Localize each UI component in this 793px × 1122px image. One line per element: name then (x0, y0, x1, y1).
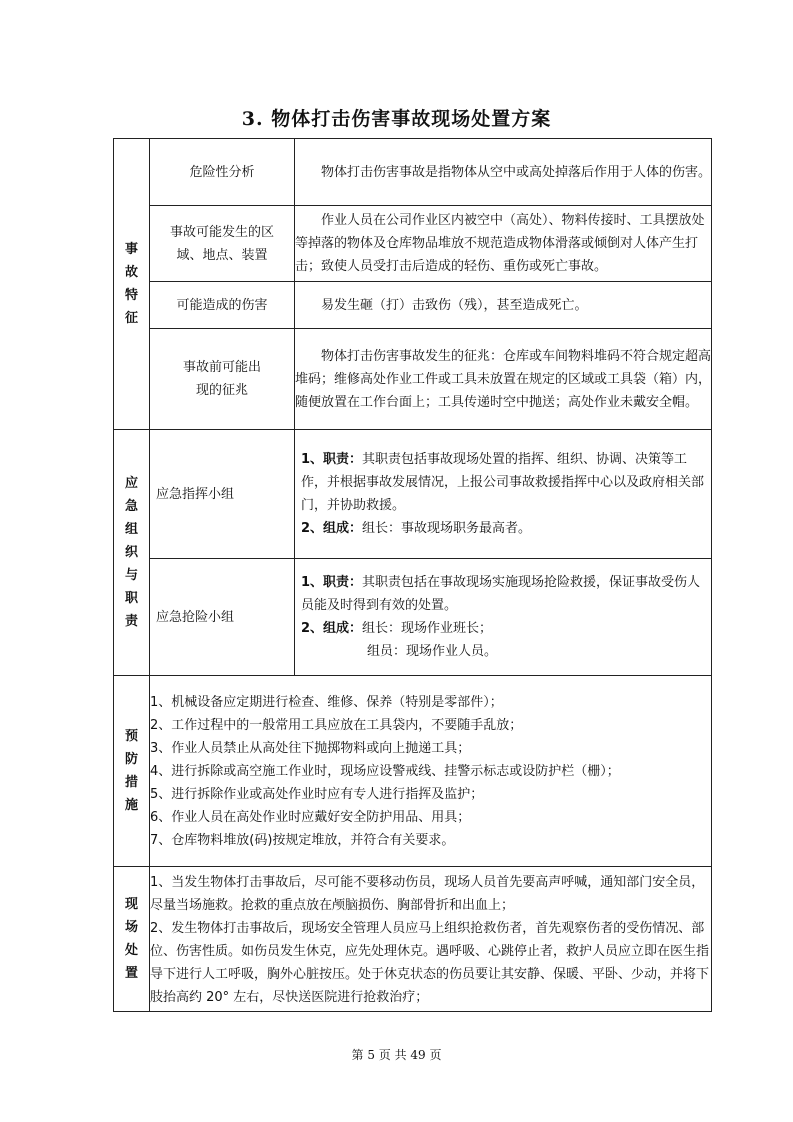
list-item: 1、机械设备应定期进行检查、维修、保养（特别是零部件）； (150, 694, 503, 710)
row-text: 物体打击伤害事故是指物体从空中或高处掉落后作用于人体的伤害。 (295, 139, 712, 206)
row-label: 应急抢险小组 (150, 559, 295, 676)
composition-key: 2、组成： (301, 521, 363, 536)
page-footer: 第 5 页 共 49 页 (351, 1048, 442, 1062)
table-row (114, 282, 712, 329)
row-text: 物体打击伤害事故发生的征兆：仓库或车间物料堆码不符合规定超高堆码；维修高处作业工件或工具未放置在规定的区域或工具袋（箱）内，随便放置在工作台面上；工具传递时空中抛送；高处作业未戴安全帽。 (295, 329, 712, 430)
duty-text: 其职责包括在事故现场实施现场抢险救援，保证事故受伤人员能及时得到有效的处置。 (301, 575, 701, 613)
page-title: 3. 物体打击伤害事故现场处置方案 (241, 108, 552, 130)
duty-key: 1、职责： (301, 452, 363, 467)
composition-key: 2、组成： (301, 621, 363, 636)
row-text: 作业人员在公司作业区内被空中（高处）、物料传接时、工具摆放处等掉落的物体及仓库物品堆放不规范造成物体滑落或倾倒对人体产生打击；致使人员受打击后造成的轻伤、重伤或死亡事故。 (295, 206, 712, 282)
row-label: 应急指挥小组 (150, 430, 295, 559)
list-item: 7、仓库物料堆放(码)按规定堆放，并符合有关要求。 (150, 832, 455, 848)
prevention-list (150, 676, 712, 867)
category-emergency-organization: 应 急 组 织 与 职 责 (114, 430, 150, 676)
table-row (114, 329, 712, 430)
category-prevention: 预 防 措 施 (114, 676, 150, 867)
composition-text: 组长：事故现场职务最高者。 (362, 521, 532, 536)
list-item: 1、当发生物体打击事故后，尽可能不要移动伤员，现场人员首先要高声呼喊，通知部门安全员，尽量当场施救。抢救的重点放在颅脑损伤、胸部骨折和出血上； (150, 875, 705, 913)
table-row (114, 559, 712, 676)
composition-text: 组长：现场作业班长； (362, 621, 493, 636)
row-label: 可能造成的伤害 (150, 282, 295, 329)
duty-key: 1、职责： (301, 575, 363, 590)
duty-text: 其职责包括事故现场处置的指挥、组织、协调、决策等工作，并根据事故发展情况，上报公司事故救援指挥中心以及政府相关部门，并协助救援。 (301, 452, 705, 513)
list-item: 2、发生物体打击事故后，现场安全管理人员应马上组织抢救伤者，首先观察伤者的受伤情况、部位、伤害性质。如伤员发生休克，应先处理休克。遇呼吸、心跳停止者，救护人员应立即在医生指导下进行人工呼吸，胸外心脏按压。处于休克状态的伤员要让其安静、保暖、平卧、少动，并将下肢抬高约 20° 左右，尽快送医院进行抢救治疗； (150, 921, 710, 1005)
list-item: 4、进行拆除或高空施工作业时，现场应设警戒线、挂警示标志或设防护栏（栅）； (150, 763, 620, 779)
list-item: 5、进行拆除作业或高处作业时应有专人进行指挥及监护； (150, 786, 484, 802)
table-row (114, 676, 712, 867)
table-row (114, 867, 712, 1012)
row-label: 危险性分析 (150, 139, 295, 206)
composition-members: 组员：现场作业人员。 (367, 644, 498, 659)
table-row (114, 206, 712, 282)
category-onsite-disposal: 现 场 处 置 (114, 867, 150, 1012)
category-accident-features: 事 故 特 征 (114, 139, 150, 430)
list-item: 6、作业人员在高处作业时应戴好安全防护用品、用具； (150, 809, 471, 825)
list-item: 3、作业人员禁止从高处往下抛掷物料或向上抛递工具； (150, 740, 471, 756)
row-label: 事故前可能出现的征兆 (150, 329, 295, 430)
row-label: 事故可能发生的区域、地点、装置 (150, 206, 295, 282)
disposal-plan-table (113, 138, 712, 1012)
onsite-list (150, 867, 712, 1012)
table-row (114, 139, 712, 206)
row-text (295, 559, 712, 676)
list-item: 2、工作过程中的一般常用工具应放在工具袋内，不要随手乱放； (150, 717, 523, 733)
row-text: 易发生砸（打）击致伤（残），甚至造成死亡。 (295, 282, 712, 329)
row-text (295, 430, 712, 559)
table-row (114, 430, 712, 559)
